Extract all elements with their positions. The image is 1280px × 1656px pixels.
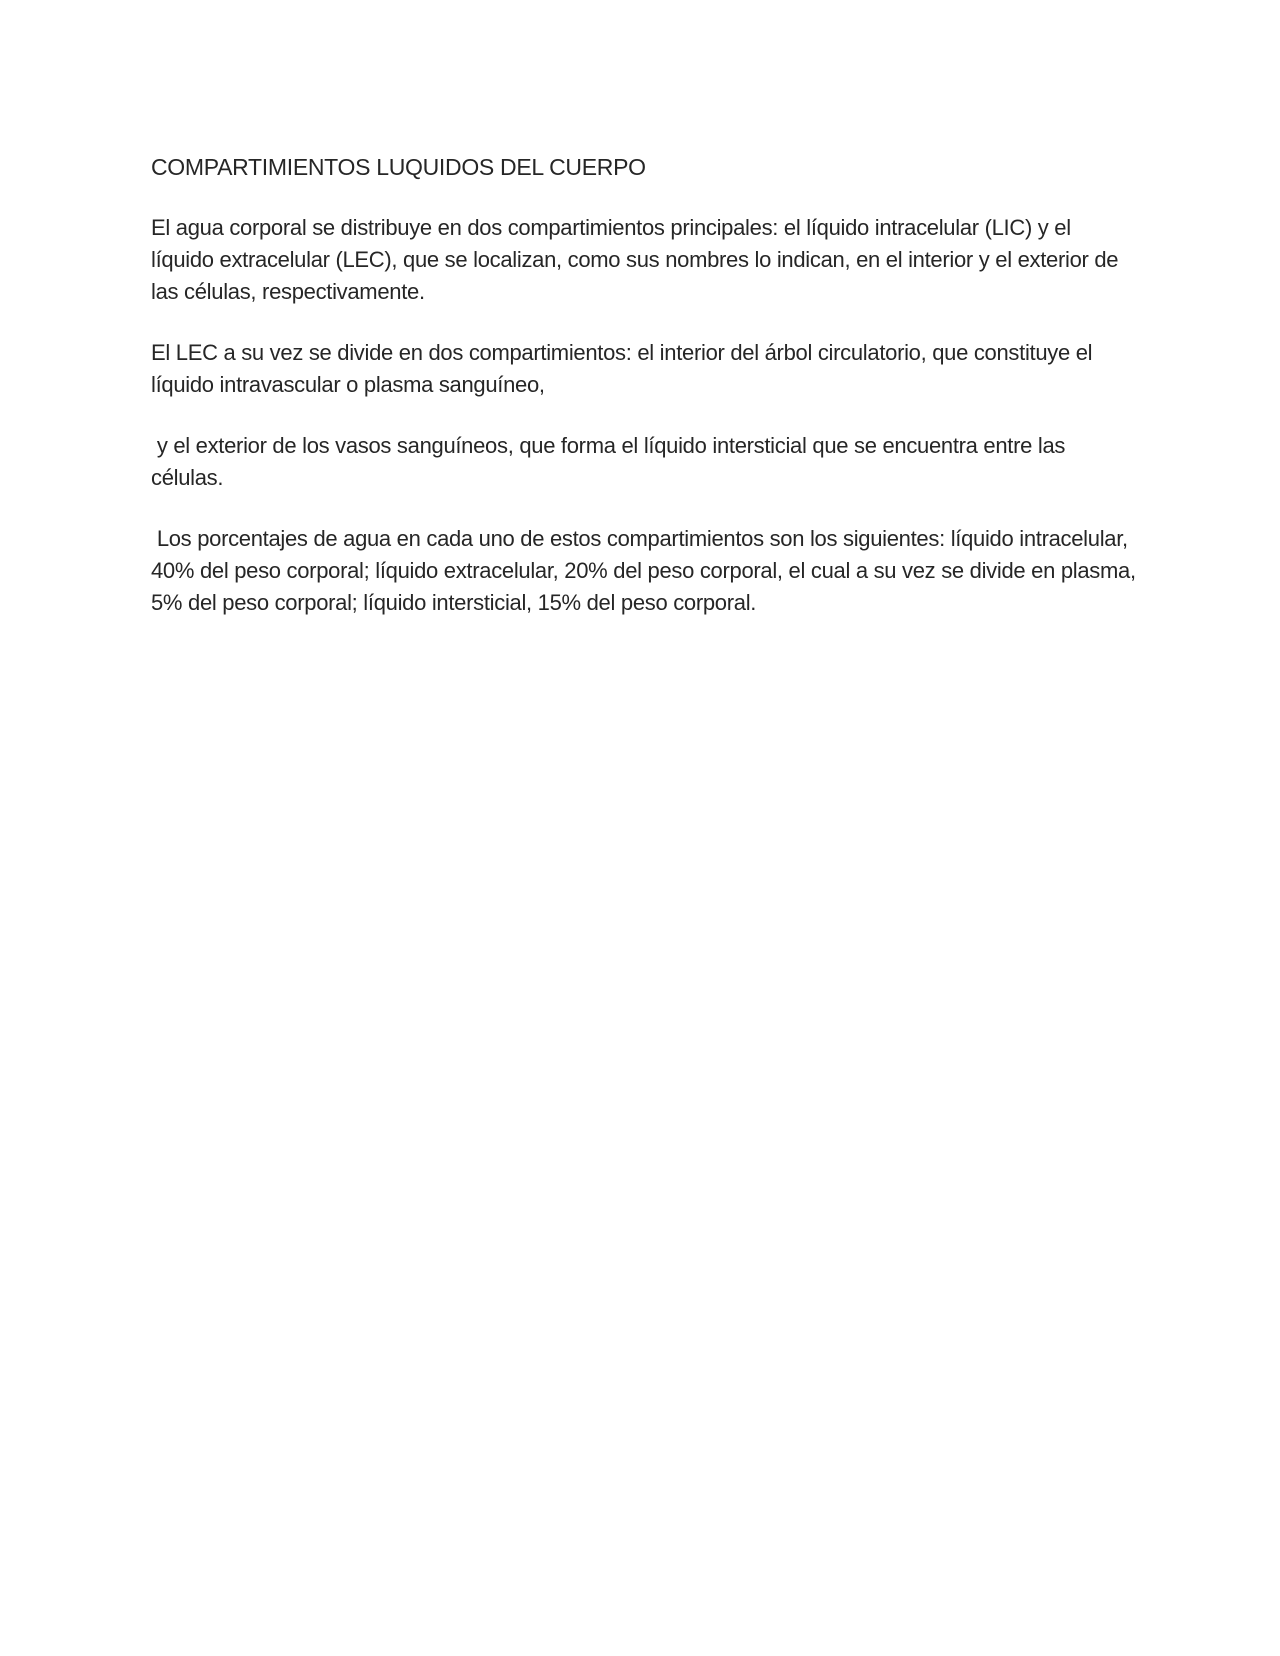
paragraph-percentages: Los porcentajes de agua en cada uno de estos compartimientos son los siguientes: líquido intracelular, 40% del peso corporal; líquido extracelular, 20% del peso corporal, el cual a su vez se divide en plasma, 5% del peso corporal; líquido intersticial, 15% del peso corporal.	[151, 526, 1142, 615]
paragraph-interstitial: y el exterior de los vasos sanguíneos, que forma el líquido intersticial que se encuentra entre las células.	[151, 433, 1071, 490]
document-body	[151, 151, 1142, 619]
document-title: COMPARTIMIENTOS LUQUIDOS DEL CUERPO	[151, 154, 646, 180]
paragraph-lec-division: El LEC a su vez se divide en dos compartimientos: el interior del árbol circulatorio, que constituye el líquido intravascular o plasma sanguíneo,	[151, 340, 1099, 397]
paragraph-intro: El agua corporal se distribuye en dos compartimientos principales: el líquido intracelular (LIC) y el líquido extracelular (LEC), que se localizan, como sus nombres lo indican, en el interior y el exterior de las células, respectivamente.	[151, 215, 1125, 304]
